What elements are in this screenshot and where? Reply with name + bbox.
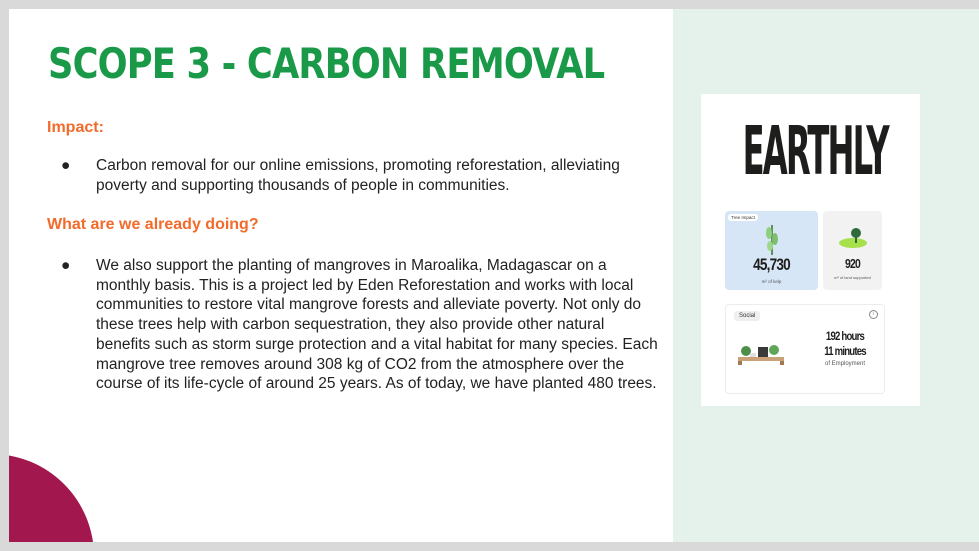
- impact-bullet-text: Carbon removal for our online emissions, promoting reforestation, alleviating poverty and supporting thousands of people in communities.: [96, 157, 620, 194]
- social-minutes: 11 minutes: [824, 344, 866, 358]
- doing-bullet-text: We also support the planting of mangroves in Maroalika, Madagascar on a monthly basis. This is a project led by Eden Reforestation and works with local communities to restore vital mangrove forests and alleviate poverty. Not only do these trees help with carbon sequestration, they also provide other natural benefits such as storm surge protection and a vital habitat for many species. Each mangrove tree removes around 308 kg of CO2 from the atmosphere over the course of its life-cycle of around 25 years. As of today, we have planted 480 trees.: [96, 257, 658, 393]
- bullet-dot-icon: ●: [61, 257, 71, 274]
- doing-bullet: [61, 256, 661, 394]
- habitat-value: 920: [845, 256, 860, 271]
- plant-icon: [763, 221, 781, 255]
- tree-impact-tile: [725, 211, 818, 290]
- decorative-circle: [9, 454, 94, 542]
- tree-impact-tag: Tree Impact: [728, 214, 758, 221]
- social-hours: 192 hours: [825, 329, 865, 343]
- info-icon: i: [869, 310, 878, 319]
- habitat-label: m² of land supported: [834, 275, 871, 280]
- social-tile: [725, 304, 885, 394]
- bullet-dot-icon: ●: [61, 157, 71, 174]
- social-label: of Employment: [824, 361, 866, 367]
- impact-heading: Impact:: [47, 119, 104, 136]
- doing-heading: What are we already doing?: [47, 216, 259, 233]
- tree-impact-value: 45,730: [753, 255, 790, 274]
- earthly-logo: EARTHLY: [742, 114, 888, 191]
- habitat-tile: [823, 211, 882, 290]
- slide-title: SCOPE 3 - CARBON REMOVAL: [48, 39, 605, 88]
- tree-impact-label: m² of kelp: [761, 279, 782, 284]
- impact-bullet: [61, 156, 661, 195]
- shelf-plants-icon: [736, 339, 786, 365]
- social-tag: Social: [734, 311, 760, 321]
- island-icon: [838, 225, 868, 249]
- earthly-card: [701, 94, 920, 406]
